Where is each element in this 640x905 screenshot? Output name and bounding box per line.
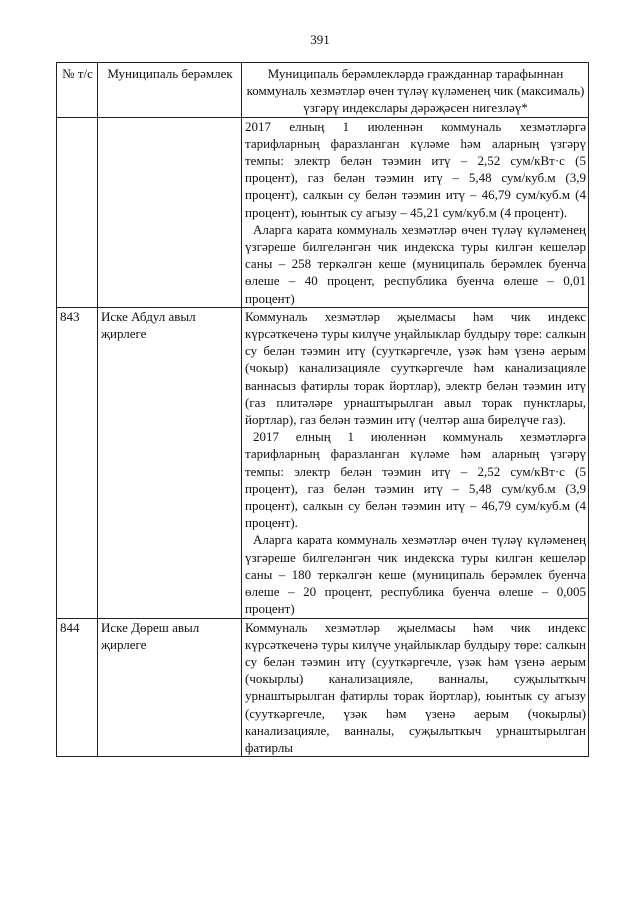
justification-paragraph: 2017 елның 1 июленнән коммуналь хезмәтләргә тарифларның фаразланган күләме һәм аларның үзгәрү темпы: электр белән тәэмин итү – 2,52 сум/кВт·с (5 процент), газ белән тәэмин итү – 5,48 сум/куб.м (3,9 процент), салкын су белән тәэмин итү – 46,79 сум/куб.м (4 процент), юынтык су агызу – 45,21 сум/куб.м (4 процент). (245, 118, 586, 220)
header-justification: Муниципаль берәмлекләрдә гражданнар тарафыннан коммуналь хезмәтләр өчен түләү күләменең чик (максималь) үзгәрү индекслары дәрәҗәсен нигезләү* (242, 63, 589, 118)
row-municipality-name: Иске Дөреш авыл җирлеге (98, 618, 242, 757)
row-number: 844 (57, 618, 98, 757)
table-row (57, 307, 589, 618)
justification-paragraph: Коммуналь хезмәтләр җыелмасы һәм чик индекс күрсәткеченә туры килүче уңайлыклар булдыру төре: салкын су белән тәэмин итү (сууткәргечле, үзәк һәм үзенә аерым (чокыр) канализацияле сууткәргечле һәм канализацияле ваннасыз фатирлы торак йортлар), электр белән тәэмин итү (газ плитәләре урнаштырылган авыл торак пунктлары, йортлар), газ белән тәэмин итү (челтәр аша бирелүче газ). (245, 308, 586, 428)
data-table (56, 62, 589, 757)
justification-paragraph: Коммуналь хезмәтләр җыелмасы һәм чик индекс күрсәткеченә туры килүче уңайлыклар булдыру төре: салкын су белән тәэмин итү (сууткәргечле, үзәк һәм үзенә аерым (чокырлы) канализацияле, ванналы, суҗылыткыч урнаштырылган фатирлы торак йортлар), юынтык су агызу (сууткәргечле, үзәк һәм үзенә аерым (чокырлы) канализацияле, ванналы, суҗылыткыч урнаштырылган фатирлы (245, 619, 586, 755)
row-justification (242, 117, 589, 307)
row-justification (242, 307, 589, 618)
justification-paragraph: Аларга карата коммуналь хезмәтләр өчен түләү күләменең үзгәреше билгеләнгән чик индекска туры килгән кешеләр саны – 258 теркәлгән кеше (муниципаль берәмлек буенча өлеше – 40 процент, республика буенча өлеше – 0,01 процент) (245, 221, 586, 306)
row-number: 843 (57, 307, 98, 618)
justification-paragraph: 2017 елның 1 июленнән коммуналь хезмәтләргә тарифларның фаразланган күләме һәм аларның үзгәрү темпы: электр белән тәэмин итү – 2,52 сум/кВт·с (5 процент), газ белән тәэмин итү – 5,48 сум/куб.м (3,9 процент), салкын су белән тәэмин итү – 46,79 сум/куб.м (4 процент). (245, 429, 586, 531)
row-number (57, 117, 98, 307)
table-row (57, 117, 589, 307)
table-row (57, 618, 589, 757)
row-justification (242, 618, 589, 757)
page-number: 391 (310, 32, 330, 47)
header-number: № т/с (57, 63, 98, 118)
header-municipality: Муниципаль берәмлек (98, 63, 242, 118)
row-municipality-name: Иске Абдул авыл җирлеге (98, 307, 242, 618)
row-municipality-name (98, 117, 242, 307)
table-header-row (57, 63, 589, 118)
justification-paragraph: Аларга карата коммуналь хезмәтләр өчен түләү күләменең үзгәреше билгеләнгән чик индекска туры килгән кешеләр саны – 180 теркәлгән кеше (муниципаль берәмлек буенча өлеше – 20 процент, республика буенча өлеше – 0,005 процент) (245, 532, 586, 617)
